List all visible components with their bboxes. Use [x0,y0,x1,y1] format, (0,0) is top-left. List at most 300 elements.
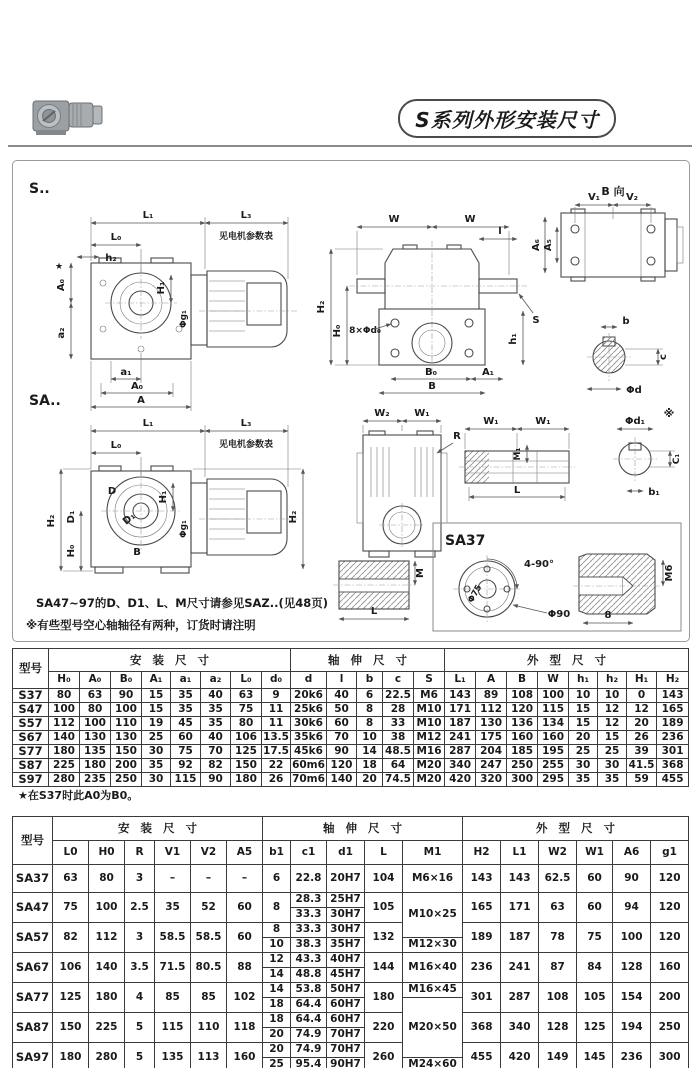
table-cell: 58.5 [191,923,227,953]
svg-text:W₁: W₁ [535,416,551,427]
table-cell: 30 [598,759,627,773]
table-cell: h₁ [569,672,598,689]
svg-text:D₁: D₁ [66,510,77,524]
table-cell: 35 [569,773,598,787]
table-cell: S77 [13,745,49,759]
table-cell: 189 [463,923,501,953]
svg-text:B₀: B₀ [424,367,438,378]
table-cell: 130 [80,731,111,745]
table-cell: 115 [155,1013,191,1043]
table-cell: 60 [227,893,263,923]
table-cell: 63 [53,865,89,893]
table-cell: 10 [569,689,598,703]
table-cell: 180 [80,759,111,773]
table-cell: – [227,865,263,893]
table-cell: 287 [445,745,476,759]
table-cell: 80 [49,689,80,703]
table-cell: 10 [357,731,383,745]
table-cell: 41.5 [627,759,657,773]
table-cell: 58.5 [155,923,191,953]
table-cell: 5 [125,1013,155,1043]
table-cell: 50 [327,703,357,717]
table-cell: 108 [539,983,577,1013]
table-cell: 63 [539,893,577,923]
table-cell: 45k6 [291,745,327,759]
table-cell: 204 [476,745,507,759]
table-cell: 63 [80,689,111,703]
table-cell: 100 [538,689,569,703]
table-cell: 12 [263,953,291,968]
svg-text:Φd₁: Φd₁ [624,416,646,427]
table-cell: 95.4 [291,1058,327,1068]
table-cell: 外型尺寸 [463,817,689,841]
table-cell: 120 [651,865,689,893]
table-cell: d [291,672,327,689]
table-cell: 241 [445,731,476,745]
svg-text:★: ★ [54,262,64,272]
table-cell: – [155,865,191,893]
table-cell: 75 [171,745,201,759]
svg-text:S: S [532,315,540,326]
drawings-panel [12,160,690,642]
svg-text:M₁: M₁ [513,447,523,461]
table-cell: 120 [651,923,689,953]
table-cell: 30 [142,773,171,787]
table-cell: 195 [538,745,569,759]
table-cell: 35 [142,759,171,773]
table-cell: SA87 [13,1013,53,1043]
table-cell: 60 [577,893,613,923]
svg-text:c: c [658,354,669,360]
table-cell: M20 [414,759,445,773]
table-cell: 62.5 [539,865,577,893]
table-cell: 455 [657,773,689,787]
table-cell: 15 [598,731,627,745]
svg-text:H₀: H₀ [66,544,77,558]
table-cell: b [357,672,383,689]
table-cell: M16×45 [403,983,463,998]
table-cell: H2 [463,841,501,865]
table-cell: 9 [262,689,291,703]
table-cell: 108 [507,689,538,703]
table-cell: 43.3 [291,953,327,968]
table-cell: 59 [627,773,657,787]
table-cell: 20k6 [291,689,327,703]
table-cell: 130 [476,717,507,731]
table-cell: V1 [155,841,191,865]
table-cell: M16 [414,745,445,759]
table-cell: 82 [53,923,89,953]
b-view [531,184,683,281]
table-cell: 340 [501,1013,539,1043]
table-cell: 64 [383,759,414,773]
table-cell: 135 [80,745,111,759]
svg-text:L₁: L₁ [142,418,154,429]
drawing-note-1: SA47~97的D、D1、L、M尺寸请参见SAZ..(见48页) [36,596,328,610]
table-cell: 165 [657,703,689,717]
table-cell: 安装尺寸 [53,817,263,841]
table-cell: S57 [13,717,49,731]
table-cell: 14 [263,968,291,983]
table-cell: 64.4 [291,998,327,1013]
table-cell: 140 [89,953,125,983]
table-cell: 74.5 [383,773,414,787]
table-cell: 45 [171,717,201,731]
table-cell: M20×50 [403,998,463,1058]
table-cell: 70 [327,731,357,745]
table-cell: 247 [476,759,507,773]
table-cell: A₁ [142,672,171,689]
table-cell: 39 [627,745,657,759]
table-cell: 60m6 [292,758,325,771]
table-cell: 22 [262,759,291,773]
table-cell: 241 [501,953,539,983]
table-cell: 35 [155,893,191,923]
svg-text:B: B [133,547,141,558]
svg-text:SA37: SA37 [445,533,486,549]
table-cell: 287 [501,983,539,1013]
svg-text:8×Φd₀: 8×Φd₀ [349,326,381,336]
svg-text:8: 8 [604,610,612,621]
table-cell: 8 [357,717,383,731]
table-cell: 20 [569,731,598,745]
table-cell: 14 [357,745,383,759]
table-cell: 3 [125,923,155,953]
table-cell: 368 [463,1013,501,1043]
header-divider [8,145,692,147]
svg-text:A: A [137,395,145,406]
svg-text:L₃: L₃ [240,210,252,221]
table-row [13,1043,689,1058]
sa-series-dimension-table [12,816,689,1068]
table-cell: 0 [627,689,657,703]
table-cell: 100 [49,703,80,717]
table-cell: 128 [539,1013,577,1043]
svg-text:S..: S.. [29,181,50,197]
svg-text:见电机参数表: 见电机参数表 [218,232,274,242]
table-cell: 48.8 [291,968,327,983]
table-cell: 11 [262,703,291,717]
table-cell: 113 [191,1043,227,1068]
svg-text:W₂: W₂ [374,408,390,419]
table-cell: S67 [13,731,49,745]
table-cell: 71.5 [155,953,191,983]
svg-text:A₀: A₀ [56,278,67,292]
table-cell: 60 [327,717,357,731]
table-cell: 40 [201,731,231,745]
svg-text:H₁: H₁ [158,490,169,504]
table-cell: M12 [414,731,445,745]
table-cell: 150 [53,1013,89,1043]
table-cell: H₂ [657,672,689,689]
table-cell: 92 [171,759,201,773]
table-cell: 255 [538,759,569,773]
table-cell: 260 [365,1043,403,1068]
table-cell: 75 [231,703,262,717]
table-cell: 105 [577,983,613,1013]
table-cell: 187 [445,717,476,731]
table-row [13,953,689,968]
table-cell: 20H7 [327,865,365,893]
svg-text:Φg₁: Φg₁ [179,519,189,539]
table-cell: 200 [111,759,142,773]
table-cell: W2 [539,841,577,865]
table-cell: 6 [263,865,291,893]
table-cell: 420 [501,1043,539,1068]
table-cell: 301 [657,745,689,759]
table-cell: 145 [577,1043,613,1068]
table-cell: 120 [651,893,689,923]
table-cell: 171 [445,703,476,717]
table-cell: M12×30 [403,938,463,953]
table-cell: W [538,672,569,689]
table-cell: 143 [501,865,539,893]
table-cell: 180 [231,773,262,787]
table-cell: 250 [111,773,142,787]
svg-text:H₂: H₂ [316,300,327,314]
svg-text:W: W [388,214,400,225]
gearmotor-photo [28,86,106,140]
table-cell: 22.8 [291,865,327,893]
table-row [13,893,689,908]
table-cell: 48.5 [383,745,414,759]
table-cell: 安装尺寸 [49,649,291,672]
table-cell: 35 [171,689,201,703]
table-cell: 180 [53,1043,89,1068]
svg-text:A₆: A₆ [531,238,542,252]
table-cell: S87 [13,759,49,773]
table-cell: 189 [657,717,689,731]
table-cell: SA77 [13,983,53,1013]
table-cell: 135 [155,1043,191,1068]
table-cell: A6 [613,841,651,865]
svg-text:A₀: A₀ [130,381,144,392]
table-row [13,983,689,998]
table-row [13,689,689,703]
svg-text:L₁: L₁ [142,210,154,221]
svg-text:B: B [428,381,436,392]
table-cell: 20 [357,773,383,787]
s-front-view [316,214,540,393]
table-cell: 94 [613,893,651,923]
table-row [13,759,689,773]
table-cell: 64.4 [291,1013,327,1028]
table-cell: 75 [577,923,613,953]
table-cell: 60 [577,865,613,893]
table-cell: 85 [191,983,227,1013]
table-cell: 100 [111,703,142,717]
table-cell: 74.9 [291,1028,327,1043]
table-cell: 35k6 [291,731,327,745]
table-cell: 40 [201,689,231,703]
table-cell: 105 [365,893,403,923]
table-cell: L [365,841,403,865]
table-cell: 80.5 [191,953,227,983]
table-row [13,773,689,787]
table-cell: 106 [231,731,262,745]
page-title: S系列外形安装尺寸 [415,108,599,132]
technical-drawings [13,161,689,641]
svg-text:a₂: a₂ [56,327,67,339]
table-cell: 180 [89,983,125,1013]
table-cell: M16×40 [403,953,463,983]
svg-text:V₁: V₁ [587,192,601,203]
table-cell: 25 [142,731,171,745]
table-cell: 112 [476,703,507,717]
table-cell: 75 [53,893,89,923]
table-cell: 35 [201,703,231,717]
table-cell: 236 [657,731,689,745]
table-cell: 63 [231,689,262,703]
table-cell: 165 [463,893,501,923]
table-cell: 100 [613,923,651,953]
table-cell: SA37 [13,865,53,893]
table-cell: H₁ [627,672,657,689]
svg-text:L: L [370,606,378,617]
table-cell: c [383,672,414,689]
table-cell: 20 [263,1028,291,1043]
table-cell: 300 [651,1043,689,1068]
table-cell: 160 [227,1043,263,1068]
table-cell: 53.8 [291,983,327,998]
table1-footnote: ★在S37时此A0为B0。 [18,789,139,802]
table-cell: 78 [539,923,577,953]
table-cell: g1 [651,841,689,865]
table-cell: 3 [125,865,155,893]
table-cell: 235 [80,773,111,787]
table-cell: 12 [598,703,627,717]
table-cell: M6×16 [403,865,463,893]
table-cell: 88 [227,953,263,983]
svg-text:M6: M6 [664,564,675,582]
svg-text:a₁: a₁ [120,367,132,378]
table-cell: B [507,672,538,689]
table-cell: 280 [49,773,80,787]
table-cell: 102 [227,983,263,1013]
table-cell: 175 [476,731,507,745]
table-cell: 150 [111,745,142,759]
sa-hollow-shaft-detail [333,561,426,619]
svg-text:b: b [622,316,630,327]
table-cell: 143 [445,689,476,703]
table-cell: 35 [201,717,231,731]
table-cell: 18 [357,759,383,773]
table-cell: 25 [569,745,598,759]
table-cell: M6 [414,689,445,703]
table-cell: 22.5 [383,689,414,703]
sa-series-table [12,816,689,1068]
table-cell: 11 [262,717,291,731]
table-cell: 70H7 [327,1028,365,1043]
table-cell: 110 [191,1013,227,1043]
table-cell: A [476,672,507,689]
table-cell: SA57 [13,923,53,953]
table-cell: 220 [365,1013,403,1043]
svg-text:L: L [513,485,521,496]
table-cell: 250 [651,1013,689,1043]
table-cell: L0 [53,841,89,865]
table-cell: 320 [476,773,507,787]
table-cell: 40 [327,689,357,703]
table-cell: M10 [414,717,445,731]
svg-text:C₁: C₁ [672,453,682,465]
table-cell: 70 [201,745,231,759]
table-cell: 125 [53,983,89,1013]
svg-text:Φg₁: Φg₁ [179,309,189,329]
svg-text:W₁: W₁ [483,416,499,427]
table-cell: 180 [49,745,80,759]
table-cell: 149 [539,1043,577,1068]
table-cell: 型号 [13,649,49,689]
table-cell: 30H7 [327,908,365,923]
table-cell: 225 [49,759,80,773]
table-cell: 轴伸尺寸 [263,817,463,841]
table-cell: 118 [227,1013,263,1043]
sa-hollow-shaft-section [459,416,575,501]
s-side-view [29,181,297,411]
table-cell: 19 [142,717,171,731]
table-cell: 外型尺寸 [445,649,689,672]
table-cell: 82 [201,759,231,773]
table-cell: 28 [383,703,414,717]
table-row [13,1013,689,1028]
table-cell: 115 [538,703,569,717]
table-cell: S37 [13,689,49,703]
table-cell: 33.3 [291,923,327,938]
table-cell: h₂ [598,672,627,689]
svg-text:SA..: SA.. [29,393,61,409]
svg-text:4-90°: 4-90° [523,559,555,570]
table-cell: 70m6 [292,772,325,785]
table-cell: 200 [651,983,689,1013]
table-cell: R [125,841,155,865]
table-row [13,731,689,745]
svg-text:b₁: b₁ [648,487,660,498]
svg-text:见电机参数表: 见电机参数表 [218,440,274,450]
table-cell: 25H7 [327,893,365,908]
table-cell: M1 [403,841,463,865]
table-cell: 420 [445,773,476,787]
svg-text:A₅: A₅ [543,238,554,252]
table-row [13,817,689,841]
table-cell: 90 [613,865,651,893]
table-cell: A₀ [80,672,111,689]
table-cell: 52 [191,893,227,923]
table-cell: 90H7 [327,1058,365,1068]
table-cell: 17.5 [263,744,289,757]
table-cell: 20 [627,717,657,731]
table-cell: 25 [598,745,627,759]
table-cell: 225 [89,1013,125,1043]
drawing-note-2: ※有些型号空心轴轴径有两种，订货时请注明 [26,618,256,632]
table-cell: 40H7 [327,953,365,968]
sa-side-view [29,393,303,573]
table-cell: l [327,672,357,689]
table-cell: 136 [507,717,538,731]
table-cell: 180 [365,983,403,1013]
table-cell: 301 [463,983,501,1013]
sa37-inset [433,523,681,631]
table-cell: 120 [507,703,538,717]
table-cell: H₀ [49,672,80,689]
table-cell: 110 [111,717,142,731]
table-cell: 80 [231,717,262,731]
s-series-dimension-table [12,648,689,787]
table-cell: 250 [507,759,538,773]
table-row [13,745,689,759]
table-cell: 125 [577,1013,613,1043]
table-cell: M10 [414,703,445,717]
